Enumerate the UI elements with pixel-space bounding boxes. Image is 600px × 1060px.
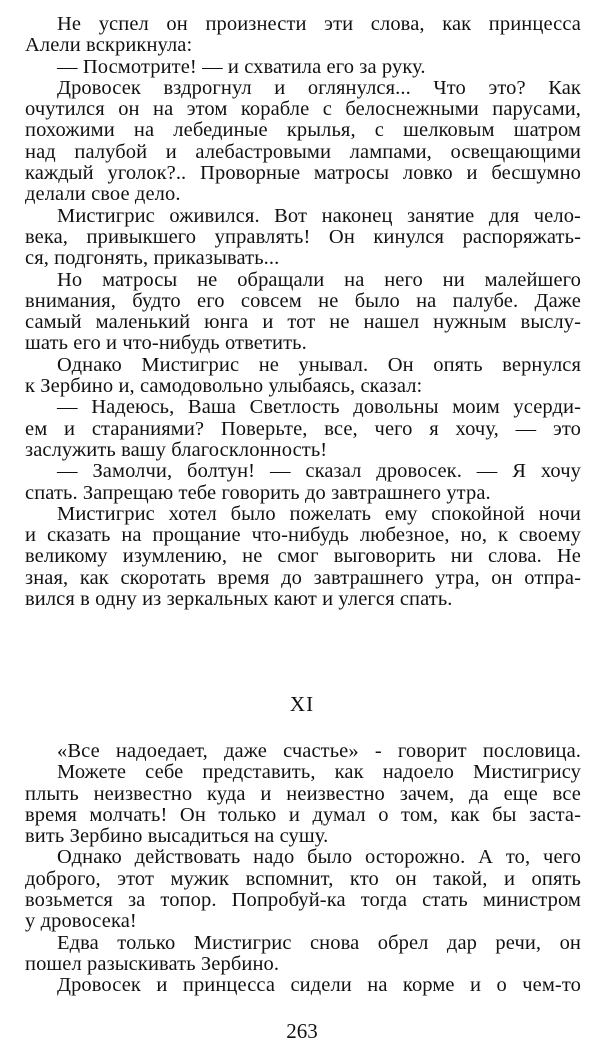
text-line: Дровосек вздрогнул и оглянулся... Что это? Как bbox=[57, 76, 581, 99]
text-line: вился в одну из зеркальных кают и улегся спать. bbox=[25, 588, 453, 611]
text-line: спать. Запрещаю тебе говорить до завтрашнего утра. bbox=[25, 481, 491, 504]
text-line: и сказать на прощание что-нибудь любезное, но, к своему bbox=[25, 524, 581, 547]
text-line: Едва только Мистигрис снова обрел дар речи, он bbox=[57, 931, 581, 954]
text-block-before-chapter bbox=[25, 14, 581, 610]
text-line: над палубой и алебастровыми лампами, освещающими bbox=[25, 140, 581, 163]
text-line: пошел разыскивать Зербино. bbox=[25, 952, 280, 975]
text-line: плыть неизвестно куда и неизвестно зачем, да еще все bbox=[25, 782, 581, 805]
text-line: Мистигрис оживился. Вот наконец занятие для чело- bbox=[57, 204, 581, 227]
text-line: Но матросы не обращали на него ни малейшего bbox=[57, 268, 581, 291]
text-line: — Посмотрите! — и схватила его за руку. bbox=[57, 55, 426, 78]
text-line: ем и стараниями? Поверьте, все, чего я хочу, — это bbox=[25, 417, 581, 440]
text-line: шать его и что-нибудь ответить. bbox=[25, 332, 307, 355]
text-line: у дровосека! bbox=[25, 910, 137, 933]
text-line: Алели вскрикнула: bbox=[25, 34, 193, 57]
text-line: ся, подгонять, приказывать... bbox=[25, 247, 280, 270]
text-block-chapter-xi bbox=[25, 741, 581, 997]
text-line: века, привыкшего управлять! Он кинулся распоряжать- bbox=[25, 225, 581, 248]
text-line: Не успел он произнести эти слова, как принцесса bbox=[57, 13, 581, 35]
text-line: самый маленький юнга и тот не нашел нужным выслу- bbox=[25, 311, 581, 334]
text-line: — Надеюсь, Ваша Светлость довольны моим усерди- bbox=[57, 396, 581, 419]
text-line: доброго, этот мужик вспомнит, кто он такой, и опять bbox=[25, 867, 581, 890]
text-line: время молчать! Он только и думал о том, как бы заста- bbox=[25, 803, 581, 826]
text-line: к Зербино и, самодовольно улыбаясь, сказал: bbox=[25, 375, 423, 398]
text-line: возьмется за топор. Попробуй-ка тогда стать министром bbox=[25, 889, 581, 912]
text-line: вить Зербино высадиться на сушу. bbox=[25, 825, 329, 848]
text-line: «Все надоедает, даже счастье» - говорит пословица. bbox=[57, 740, 581, 762]
text-line: делали свое дело. bbox=[25, 183, 181, 206]
text-line: — Замолчи, болтун! — сказал дровосек. — Я хочу bbox=[57, 460, 581, 483]
text-line: Мистигрис хотел было пожелать ему спокойной ночи bbox=[57, 502, 581, 525]
text-line: Однако действовать надо было осторожно. А то, чего bbox=[57, 846, 581, 869]
text-line: заслужить вашу благосклонность! bbox=[25, 438, 328, 461]
text-line: похожими на лебединые крылья, с шелковым шатром bbox=[25, 119, 581, 142]
text-line: Дровосек и принцесса сидели на корме и о чем-то bbox=[57, 974, 581, 997]
text-line: Однако Мистигрис не унывал. Он опять вернулся bbox=[57, 353, 581, 376]
text-line: очутился он на этом корабле с белоснежными парусами, bbox=[25, 98, 581, 121]
text-line: зная, как скоротать время до завтрашнего утра, он отпра- bbox=[25, 566, 581, 589]
text-line: каждый уголок?.. Проворные матросы ловко и бесшумно bbox=[25, 162, 581, 185]
text-line: великому изумлению, не смог выговорить ни слова. Не bbox=[25, 545, 581, 568]
text-line: Можете себе представить, как надоело Мистигрису bbox=[57, 761, 581, 784]
page-number: 263 bbox=[286, 1019, 318, 1043]
chapter-heading: XI bbox=[289, 692, 315, 716]
text-line: внимания, будто его совсем не было на палубе. Даже bbox=[25, 289, 581, 312]
